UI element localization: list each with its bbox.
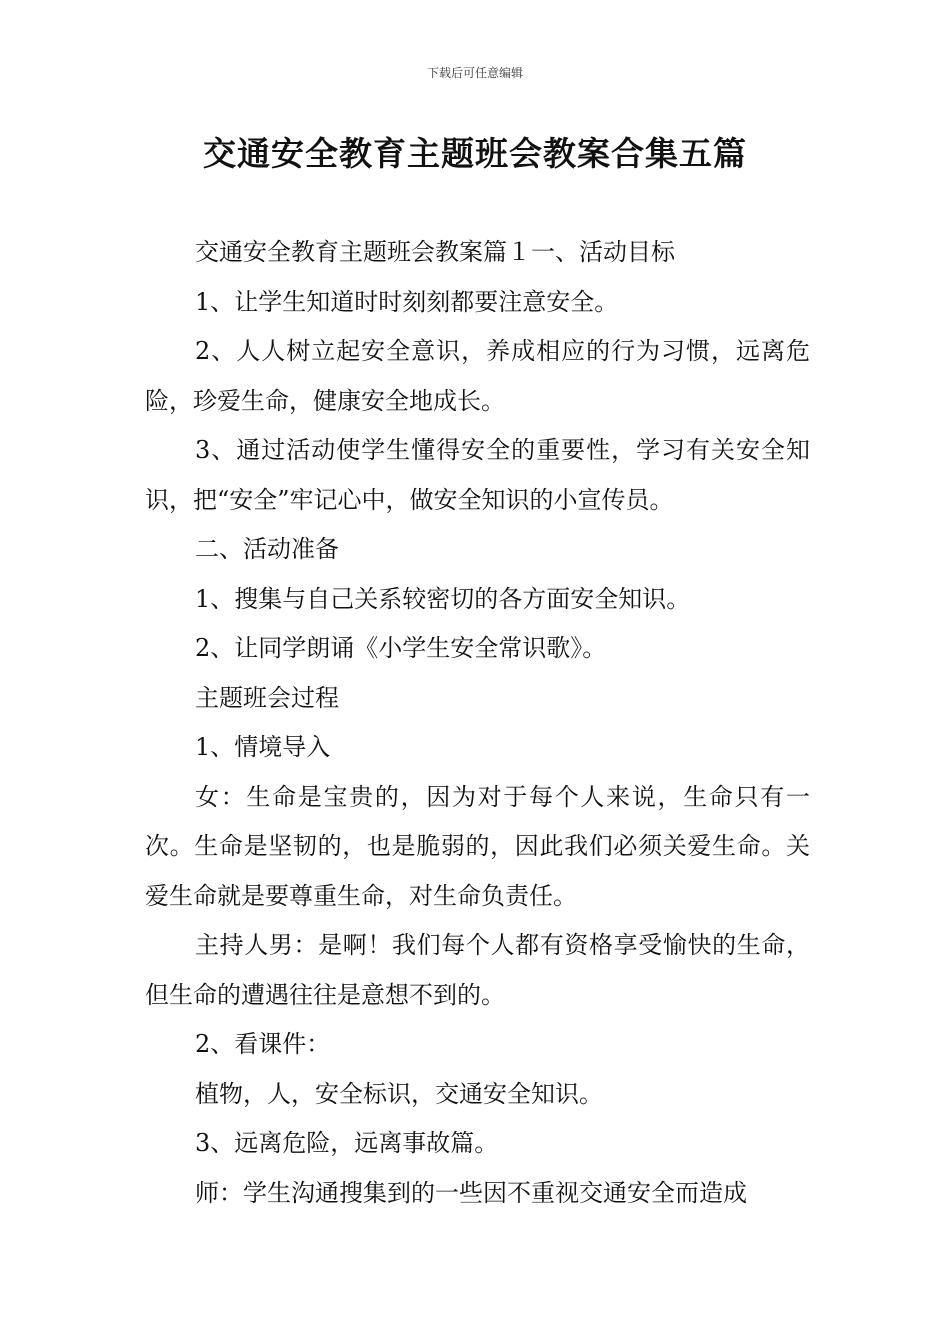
paragraph-goal-3: 3、通过活动使学生懂得安全的重要性，学习有关安全知识，把“安全”牢记心中，做安全知识的小宣传员。 <box>145 436 810 514</box>
paragraph-section-heading: 交通安全教育主题班会教案篇１一、活动目标 <box>195 238 675 266</box>
paragraph-step-3: 3、远离危险，远离事故篇。 <box>195 1129 499 1157</box>
paragraph-male-host: 主持人男：是啊！我们每个人都有资格享受愉快的生命，但生命的遭遇往往是意想不到的。 <box>145 931 810 1009</box>
paragraph-preparation-1: 1、搜集与自己关系较密切的各方面安全知识。 <box>195 584 691 613</box>
page-header-note: 下载后可任意编辑 <box>426 66 523 80</box>
paragraph-preparation-2: 2、让同学朗诵《小学生安全常识歌》。 <box>195 634 607 662</box>
paragraph-goal-1: 1、让学生知道时时刻刻都要注意安全。 <box>195 287 619 316</box>
paragraph-step-1: 1、情境导入 <box>195 733 331 761</box>
paragraph-female-host: 女：生命是宝贵的，因为对于每个人来说，生命只有一次。生命是坚韧的，也是脆弱的，因此我们必须关爱生命。关爱生命就是要尊重生命，对生命负责任。 <box>145 782 810 910</box>
paragraph-preparation-heading: 二、活动准备 <box>195 535 339 563</box>
paragraph-courseware: 植物，人，安全标识，交通安全知识。 <box>195 1079 603 1108</box>
paragraph-process-heading: 主题班会过程 <box>195 683 339 712</box>
paragraph-step-2: 2、看课件： <box>195 1030 331 1058</box>
paragraph-teacher: 师：学生沟通搜集到的一些因不重视交通安全而造成 <box>195 1178 747 1207</box>
document-body <box>145 228 810 1218</box>
paragraph-goal-2: 2、人人树立起安全意识，养成相应的行为习惯，远离危险，珍爱生命，健康安全地成长。 <box>145 337 810 415</box>
document-title: 交通安全教育主题班会教案合集五篇 <box>203 134 747 173</box>
